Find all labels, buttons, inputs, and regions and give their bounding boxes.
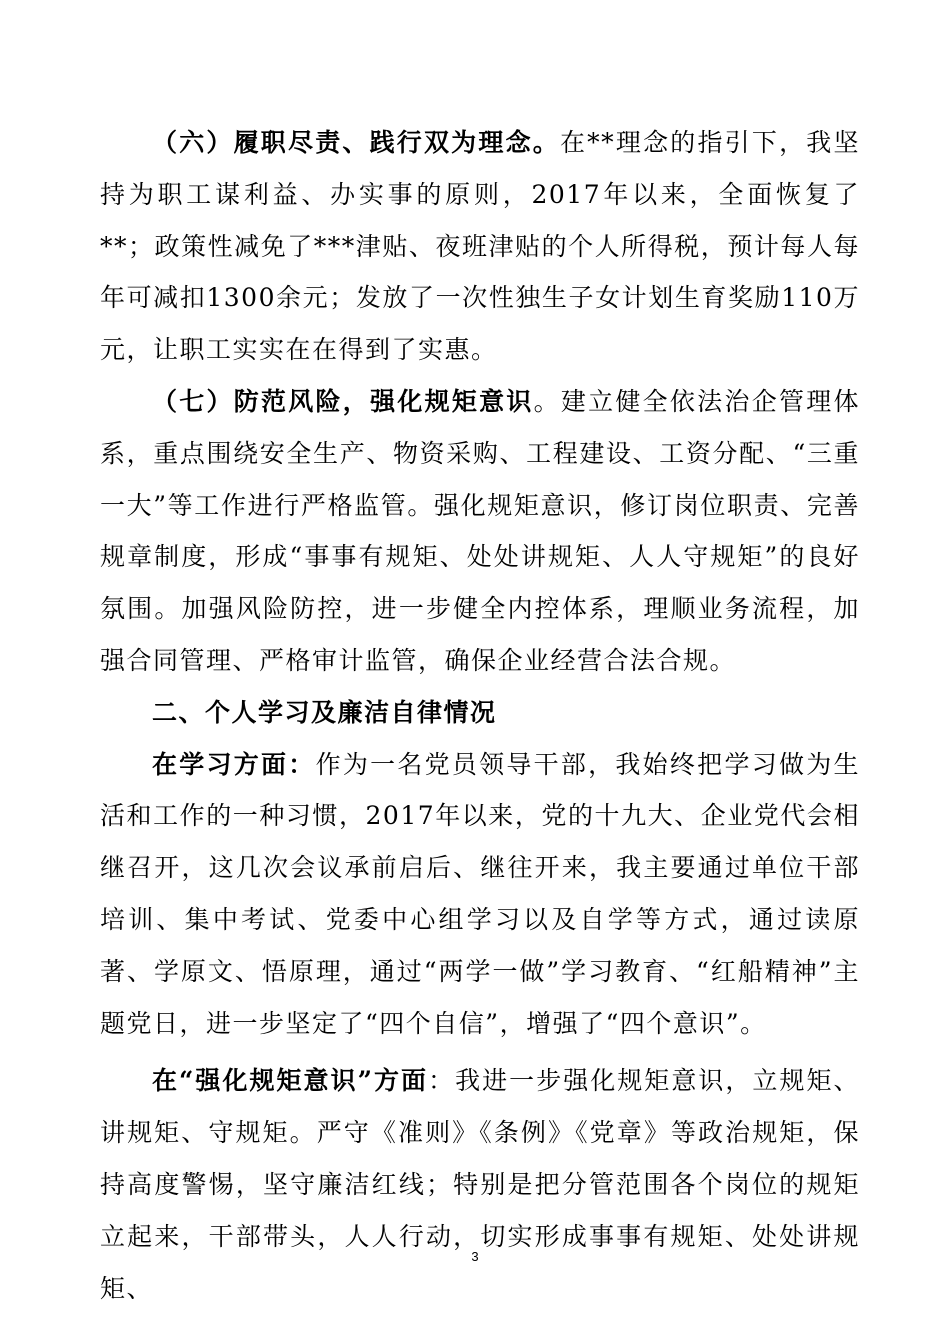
paragraph-study-lead: 在学习方面： — [152, 749, 316, 779]
document-body — [100, 117, 860, 1314]
paragraph-seven — [100, 376, 860, 687]
paragraph-six — [100, 117, 860, 376]
paragraph-six-lead: （六）履职尽责、践行双为理念。 — [152, 128, 560, 157]
section-heading: 二、个人学习及廉洁自律情况 — [152, 697, 497, 727]
paragraph-rules — [100, 1055, 860, 1314]
paragraph-seven-text: 。建立健全依法治企管理体系，重点围绕安全生产、物资采购、工程建设、工资分配、“三重一大”等工作进行严格监管。强化规矩意识，修订岗位职责、完善规章制度，形成“事事有规矩、处处讲规矩、人人守规矩”的良好氛围。加强风险防控，进一步健全内控体系，理顺业务流程，加强合同管理、严格审计监管，确保企业经营合法合规。 — [100, 386, 860, 675]
paragraph-seven-lead: （七）防范风险，强化规矩意识 — [152, 386, 534, 416]
paragraph-rules-text: ：我进一步强化规矩意识，立规矩、讲规矩、守规矩。严守《准则》《条例》《党章》等政治规矩，保持高度警惕，坚守廉洁红线；特别是把分管范围各个岗位的规矩立起来，干部带头，人人行动，切实形成事事有规矩、处处讲规矩、 — [100, 1066, 860, 1303]
page-number: 3 — [471, 1249, 479, 1264]
paragraph-study — [100, 739, 860, 1050]
paragraph-six-text: 在**理念的指引下，我坚持为职工谋利益、办实事的原则，2017年以来，全面恢复了**；政策性减免了***津贴、夜班津贴的个人所得税，预计每人每年可减扣1300余元；发放了一次性独生子女计划生育奖励110万元，让职工实实在在得到了实惠。 — [100, 128, 860, 365]
paragraph-study-text: 作为一名党员领导干部，我始终把学习做为生活和工作的一种习惯，2017年以来，党的十九大、企业党代会相继召开，这几次会议承前启后、继往开来，我主要通过单位干部培训、集中考试、党委中心组学习以及自学等方式，通过读原著、学原文、悟原理，通过“两学一做”学习教育、“红船精神”主题党日，进一步坚定了“四个自信”，增强了“四个意识”。 — [100, 749, 860, 1038]
paragraph-rules-lead: 在“强化规矩意识”方面 — [152, 1066, 429, 1096]
